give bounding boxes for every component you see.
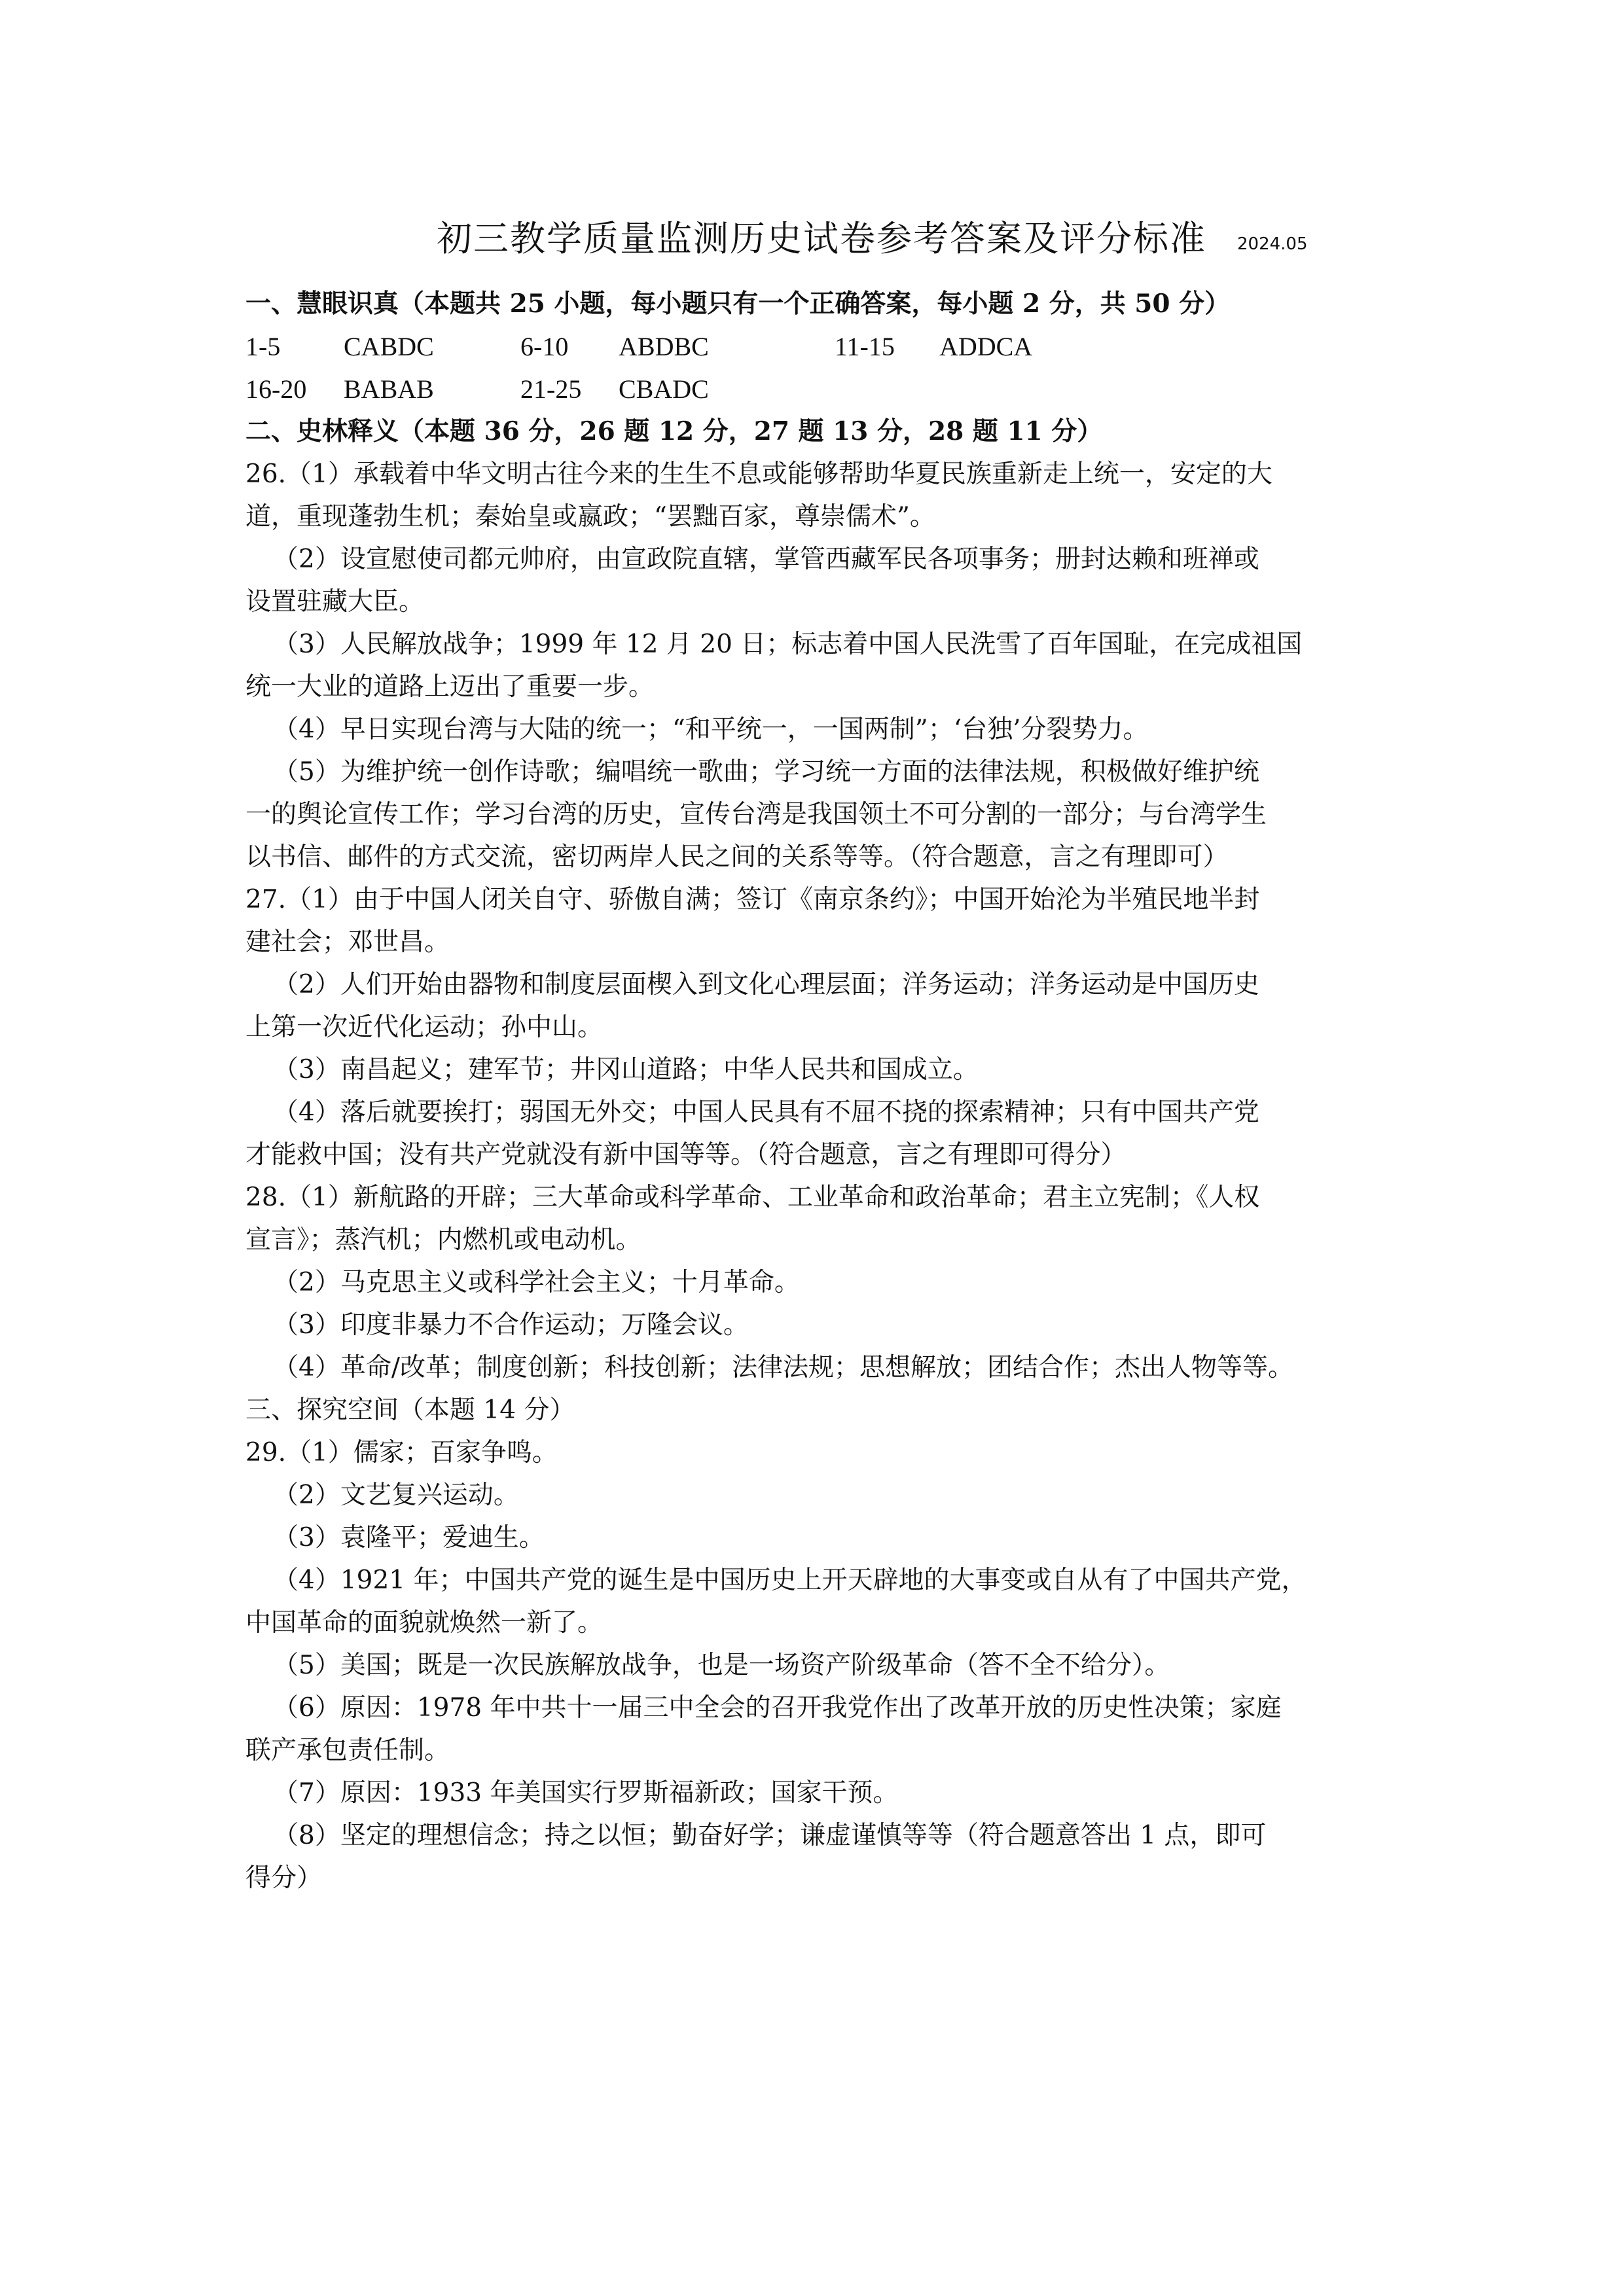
section3-heading: 三、探究空间（本题 14 分） [245,1395,575,1425]
answer-key: ABDBC [619,332,709,361]
answer-line: 宣言》；蒸汽机；内燃机或电动机。 [245,1225,641,1255]
answer-line: （4）1921 年；中国共产党的诞生是中国历史上开天辟地的大事变或自从有了中国共产党， [273,1566,1307,1595]
answer-line: 一的舆论宣传工作；学习台湾的历史，宣传台湾是我国领土不可分割的一部分；与台湾学生 [245,800,1267,829]
answer-line: 以书信、邮件的方式交流，密切两岸人民之间的关系等等。（符合题意，言之有理即可） [245,842,1229,872]
answer-line: （4）革命/改革；制度创新；科技创新；法律法规；思想解放；团结合作；杰出人物等等。 [273,1353,1293,1382]
section2-heading: 二、史林释义（本题 36 分，26 题 12 分，27 题 13 分，28 题 11 分） [245,416,1103,446]
exam-date: 2024.05 [1237,234,1308,254]
answer-line: 得分） [245,1863,323,1893]
answer-line: （3）人民解放战争；1999 年 12 月 20 日；标志着中国人民洗雪了百年国耻，在完成祖国 [273,630,1303,659]
answer-line: 26.（1）承载着中华文明古往今来的生生不息或能够帮助华夏民族重新走上统一，安定的大 [245,459,1272,489]
answer-range: 21-25 [520,374,582,404]
answer-line: 统一大业的道路上迈出了重要一步。 [245,672,655,702]
answer-line: 道，重现蓬勃生机；秦始皇或嬴政；“罢黜百家，尊崇儒术”。 [245,502,935,531]
answer-line: （2）马克思主义或科学社会主义；十月革命。 [273,1268,800,1297]
title-row [245,209,1398,268]
answer-line: 建社会；邓世昌。 [245,927,450,957]
answer-row [245,325,1398,368]
answer-key: CABDC [344,332,434,361]
answer-sheet [245,209,1398,1899]
page-title: 初三教学质量监测历史试卷参考答案及评分标准 [437,218,1206,259]
answer-line: 中国革命的面貌就焕然一新了。 [245,1608,604,1638]
answer-key: CBADC [619,374,709,404]
answer-line: （7）原因：1933 年美国实行罗斯福新政；国家干预。 [273,1778,899,1808]
answer-line: （2）设宣慰使司都元帅府，由宣政院直辖，掌管西藏军民各项事务；册封达赖和班禅或 [273,545,1259,574]
answer-line: （2）文艺复兴运动。 [273,1480,519,1510]
answer-line: （3）袁隆平；爱迪生。 [273,1523,545,1552]
section1-heading: 一、慧眼识真（本题共 25 小题，每小题只有一个正确答案，每小题 2 分，共 50 分） [245,289,1231,319]
answer-line: （4）早日实现台湾与大陆的统一；“和平统一，一国两制”；‘台独’分裂势力。 [273,715,1149,744]
answer-line: 设置驻藏大臣。 [245,587,425,617]
answer-line: 29.（1）儒家；百家争鸣。 [245,1438,558,1467]
answer-range: 6-10 [520,332,569,361]
answer-row [245,368,1398,410]
answer-line: （5）美国；既是一次民族解放战争，也是一场资产阶级革命（答不全不给分）。 [273,1651,1170,1680]
answer-line: （5）为维护统一创作诗歌；编唱统一歌曲；学习统一方面的法律法规，积极做好维护统 [273,757,1259,787]
answer-line: （4）落后就要挨打；弱国无外交；中国人民具有不屈不挠的探索精神；只有中国共产党 [273,1098,1259,1127]
answer-key: ADDCA [939,332,1033,361]
answer-line: （2）人们开始由器物和制度层面楔入到文化心理层面；洋务运动；洋务运动是中国历史 [273,970,1259,999]
answer-line: 上第一次近代化运动；孙中山。 [245,1013,604,1042]
answer-line: 才能救中国；没有共产党就没有新中国等等。（符合题意，言之有理即可得分） [245,1140,1127,1170]
answer-line: 联产承包责任制。 [245,1736,450,1765]
answer-line: 28.（1）新航路的开辟；三大革命或科学革命、工业革命和政治革命；君主立宪制；《人权 [245,1183,1260,1212]
answer-line: 27.（1）由于中国人闭关自守、骄傲自满；签订《南京条约》；中国开始沦为半殖民地半封 [245,885,1260,914]
answer-range: 16-20 [245,374,307,404]
answer-line: （8）坚定的理想信念；持之以恒；勤奋好学；谦虚谨慎等等（符合题意答出 1 点，即可 [273,1821,1267,1850]
answer-line: （6）原因：1978 年中共十一届三中全会的召开我党作出了改革开放的历史性决策；家庭 [273,1693,1282,1723]
answer-line: （3）印度非暴力不合作运动；万隆会议。 [273,1310,749,1340]
answer-range: 1-5 [245,332,281,361]
answer-line: （3）南昌起义；建军节；井冈山道路；中华人民共和国成立。 [273,1055,979,1085]
answer-key: BABAB [344,374,434,404]
answer-range: 11-15 [835,332,895,361]
